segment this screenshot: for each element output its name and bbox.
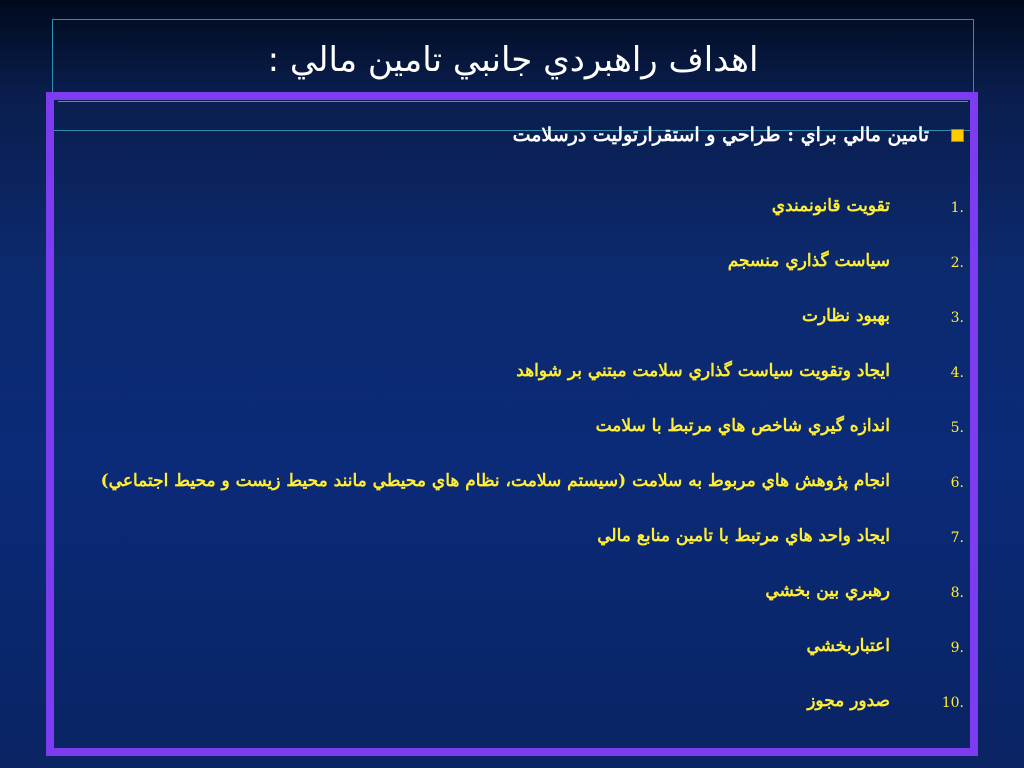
item-text: اعتباربخشي <box>806 636 890 656</box>
list-item <box>64 520 964 554</box>
list-item <box>64 465 964 499</box>
list-item <box>64 355 964 389</box>
item-number: 5. <box>950 420 964 436</box>
main-bullet <box>64 118 964 152</box>
item-text: تقويت قانونمندي <box>771 196 890 216</box>
slide-title: اهداف راهبردي جانبي تامين مالي : <box>267 40 759 80</box>
item-text: رهبري بين بخشي <box>765 581 890 601</box>
square-bullet-icon <box>951 129 964 142</box>
item-number: 8. <box>950 585 964 601</box>
item-text: اندازه گيري شاخص هاي مرتبط با سلامت <box>595 416 890 436</box>
item-number: 2. <box>950 255 964 271</box>
objectives-list <box>64 190 964 740</box>
list-item <box>64 575 964 609</box>
item-number: 1. <box>950 200 964 216</box>
item-number: 4. <box>950 365 964 381</box>
list-item <box>64 300 964 334</box>
item-text: سياست گذاري منسجم <box>727 251 890 271</box>
item-number: 9. <box>950 640 964 656</box>
item-text: صدور مجوز <box>807 691 890 711</box>
divider-line <box>58 101 968 102</box>
item-text: بهبود نظارت <box>801 306 890 326</box>
item-number: 7. <box>950 530 964 546</box>
list-item <box>64 190 964 224</box>
item-text: انجام پژوهش هاي مربوط به سلامت (سيستم سلامت، نظام هاي محيطي مانند محيط زيست و محيط اجتماعي) <box>100 471 890 491</box>
item-number: 6. <box>950 475 964 491</box>
item-text: ايجاد واحد هاي مرتبط با تامين منابع مالي <box>597 526 890 546</box>
list-item <box>64 685 964 719</box>
item-number: 10. <box>941 695 964 711</box>
item-text: ايجاد وتقويت سياست گذاري سلامت مبتني بر شواهد <box>516 361 890 381</box>
list-item <box>64 410 964 444</box>
list-item <box>64 630 964 664</box>
main-bullet-text: تامين مالي براي : طراحي و استقرارتوليت درسلامت <box>512 124 929 146</box>
list-item <box>64 245 964 279</box>
item-number: 3. <box>950 310 964 326</box>
